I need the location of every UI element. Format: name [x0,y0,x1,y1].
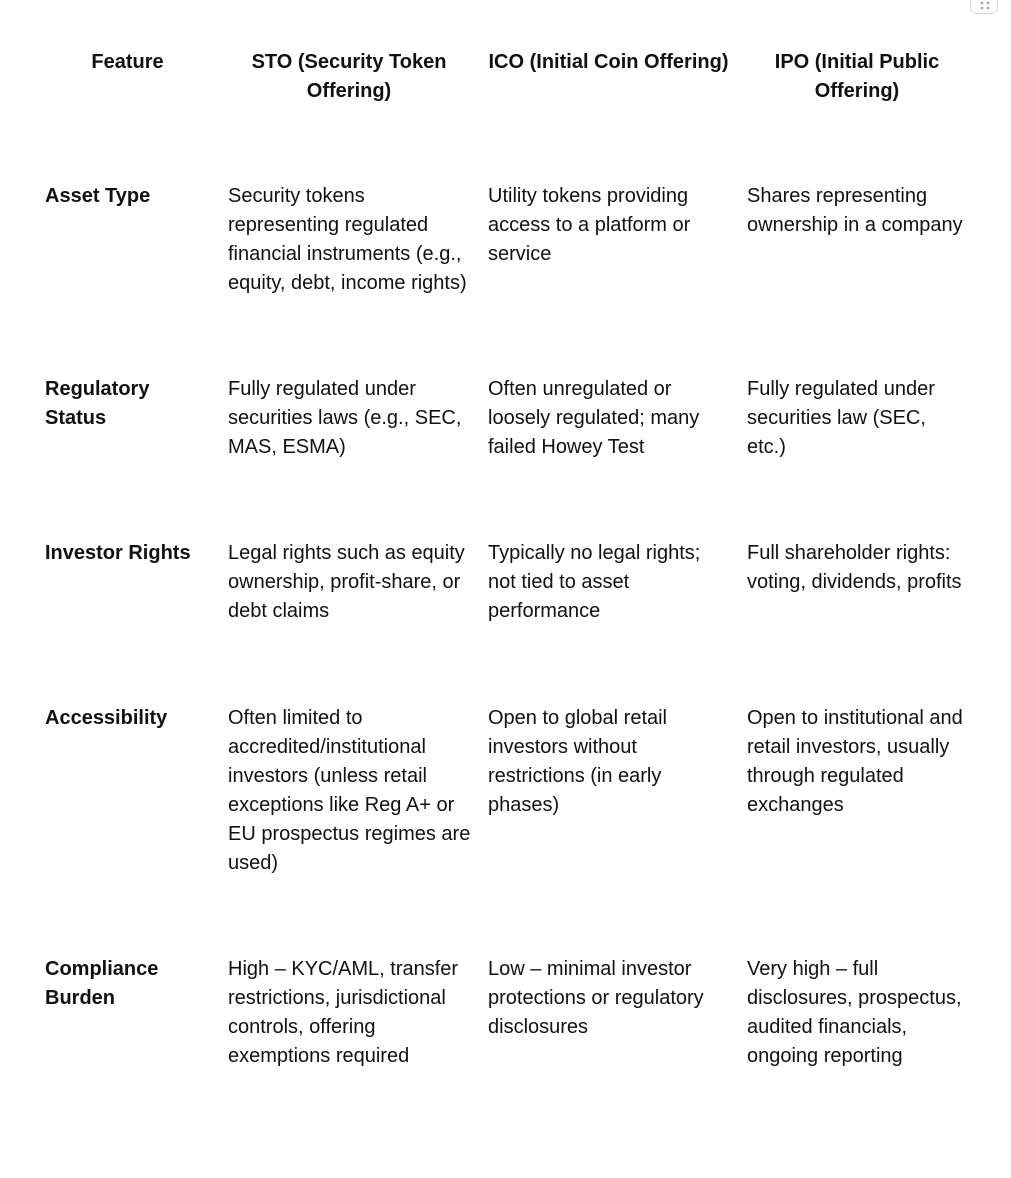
ico-cell: Typically no legal rights; not tied to asset performance [488,542,701,622]
feature-cell: Accessibility [45,707,168,729]
table-row [36,182,976,375]
header-sto: STO (Security Token Offering) [251,51,447,102]
feature-cell: Asset Type [45,185,151,207]
ico-cell: Utility tokens providing access to a platform or service [488,185,691,265]
ico-cell: Low – minimal investor protections or regulatory disclosures [488,958,704,1038]
table-row [36,704,976,955]
ipo-cell: Very high – full disclosures, prospectus, audited financials, ongoing reporting [747,958,962,1067]
drag-handle[interactable] [970,0,998,14]
ipo-cell: Open to institutional and retail investors, usually through regulated exchanges [747,707,963,816]
sto-cell: High – KYC/AML, transfer restrictions, jurisdictional controls, offering exemptions required [228,958,459,1067]
feature-cell: Compliance Burden [45,958,159,1009]
table-row [36,955,976,1071]
table-row [36,375,976,539]
ipo-cell: Fully regulated under securities law (SEC, etc.) [747,378,935,458]
feature-cell: Investor Rights [45,542,191,564]
sto-cell: Legal rights such as equity ownership, profit-share, or debt claims [228,542,465,622]
table-header-row [36,48,976,182]
sto-cell: Security tokens representing regulated financial instruments (e.g., equity, debt, income rights) [228,185,467,294]
ipo-cell: Full shareholder rights: voting, dividends, profits [747,542,962,593]
header-ipo: IPO (Initial Public Offering) [774,51,940,102]
sto-cell: Fully regulated under securities laws (e.g., SEC, MAS, ESMA) [228,378,462,458]
grip-dots-icon [979,1,991,9]
ico-cell: Often unregulated or loosely regulated; many failed Howey Test [488,378,700,458]
table-row [36,539,976,704]
ico-cell: Open to global retail investors without restrictions (in early phases) [488,707,668,816]
comparison-table [36,48,976,1071]
header-feature: Feature [91,51,164,73]
feature-cell: Regulatory Status [45,378,150,429]
sto-cell: Often limited to accredited/institutional investors (unless retail exceptions like Reg A+ or EU prospectus regimes are used) [228,707,471,874]
ipo-cell: Shares representing ownership in a company [747,185,963,236]
header-ico: ICO (Initial Coin Offering) [488,51,729,73]
